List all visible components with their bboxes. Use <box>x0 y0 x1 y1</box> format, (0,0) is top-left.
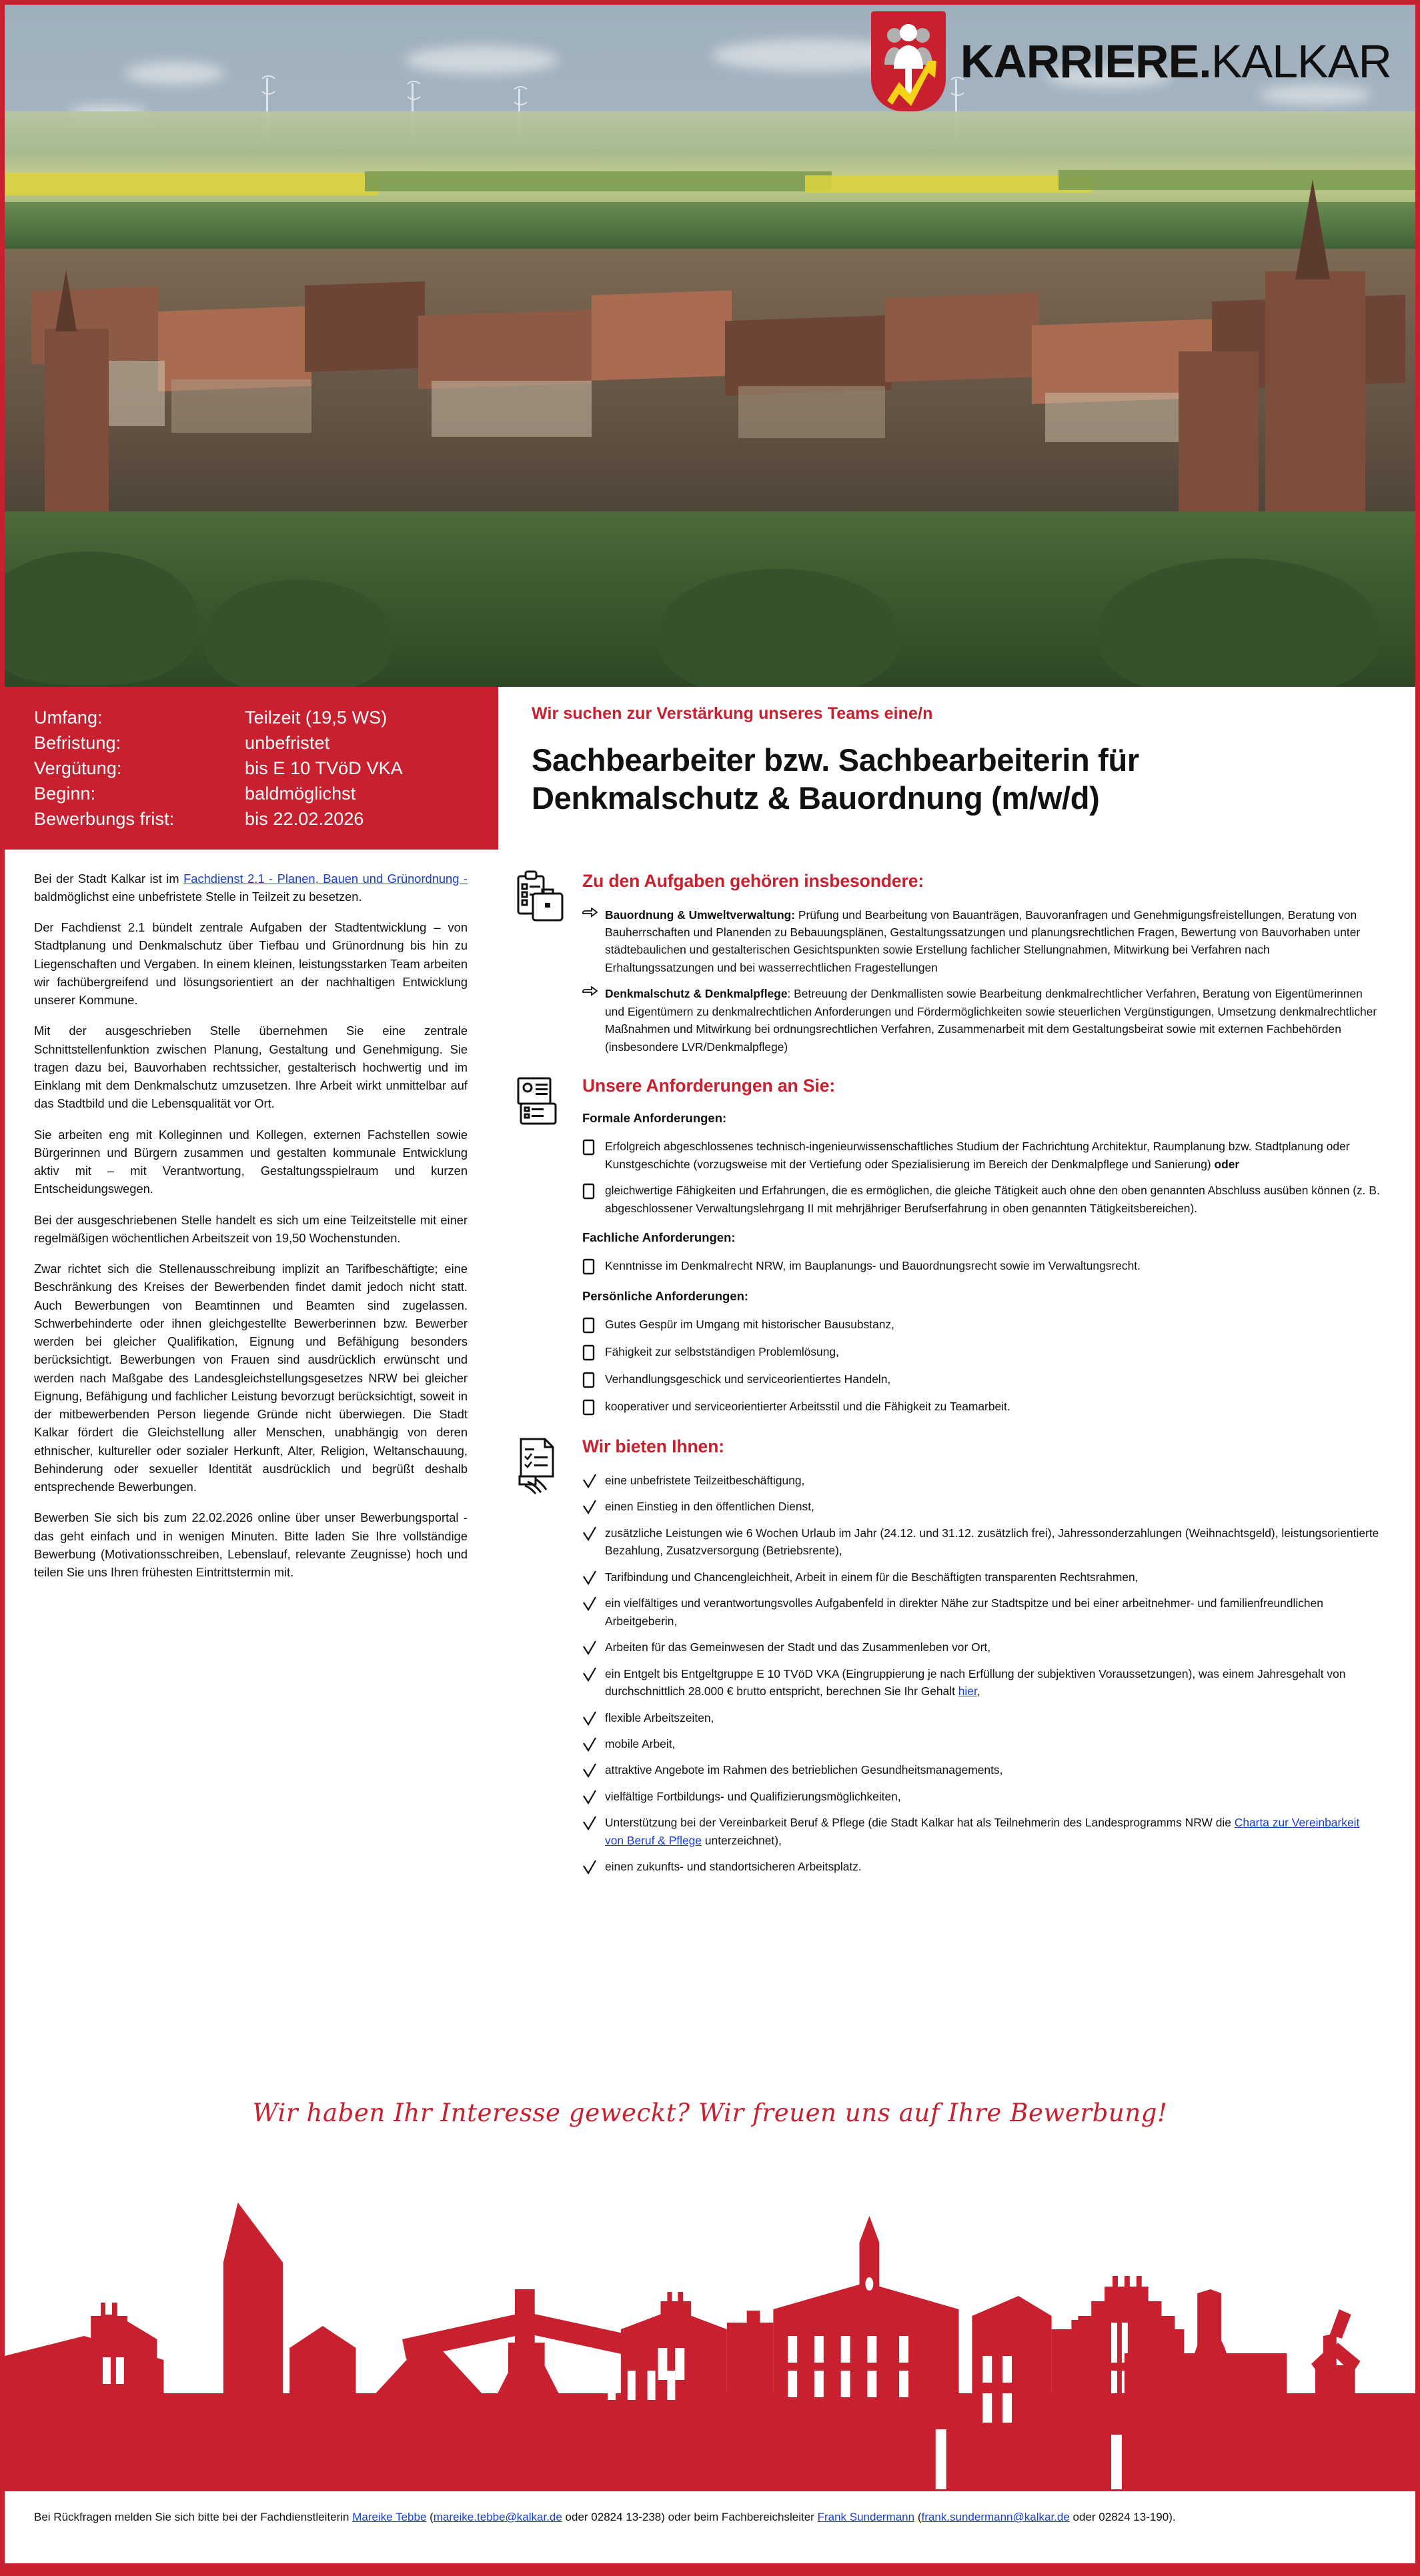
checkbox-icon <box>582 1182 605 1200</box>
offer-item-text: attraktive Angebote im Rahmen des betrieblichen Gesundheitsmanagements, <box>605 1763 1003 1777</box>
key-facts-table <box>34 706 403 832</box>
check-icon <box>582 1472 605 1489</box>
rapeseed-field <box>5 173 378 195</box>
windmill-body <box>45 329 109 529</box>
fact-label-umfang: Umfang: <box>34 708 103 728</box>
gehaltsrechner-link[interactable]: hier <box>958 1684 977 1698</box>
facts-and-title-row <box>5 687 1415 850</box>
footer-accent-bar <box>5 2563 1415 2571</box>
subheading-persoenliche: Persönliche Anforderungen: <box>582 1288 749 1303</box>
formale-list <box>582 1138 1381 1217</box>
left-column <box>5 850 498 1594</box>
footer-mid1: ( <box>426 2511 434 2523</box>
list-item <box>582 1182 1381 1217</box>
fact-value-bewerbungsfrist: bis 22.02.2026 <box>245 808 364 829</box>
fact-value-befristung: unbefristet <box>245 732 330 753</box>
fact-label-verguetung: Vergütung: <box>34 758 122 778</box>
task-item-text <box>605 985 1381 1056</box>
fact-label-befristung: Befristung: <box>34 732 121 753</box>
list-item <box>582 1257 1381 1276</box>
list-item <box>582 1370 1381 1389</box>
tasks-heading: Zu den Aufgaben gehören insbesondere: <box>582 870 924 891</box>
requirement-text: gleichwertige Fähigkeiten und Erfahrungen, die es ermöglichen, die gleiche Tätigkeit auch ohne den oben genannten Abschluss ausüben können (z. B. abgeschlossener Verwaltungslehrgang II mit mehrjähriger Berufserfahrung in oben genannten Tätigkeitsbereichen). <box>605 1184 1380 1215</box>
check-icon <box>582 1524 605 1542</box>
intro-paragraph-2: Der Fachdienst 2.1 bündelt zentrale Aufgaben der Stadtentwicklung – von Stadtplanung und Denkmalschutz über Tiefbau und Grünordnung bis hin zu Liegenschaften und Vergaben. In einem kleinen, leistungsstarken Team arbeiten wir fachübergreifend und lösungsorientiert an der nachhaltigen Entwicklung unserer Kommune. <box>34 920 468 1008</box>
handshake-document-icon <box>516 1432 582 1495</box>
list-item <box>582 1709 1381 1726</box>
offer-item-text: eine unbefristete Teilzeitbeschäftigung, <box>605 1473 805 1487</box>
offer-item-text <box>605 1665 1381 1700</box>
right-column <box>498 850 1415 1892</box>
offer-item-text: einen Einstieg in den öffentlichen Dienst, <box>605 1500 814 1514</box>
karriere-kalkar-logo <box>871 11 1391 111</box>
check-icon <box>582 1594 605 1612</box>
table-row <box>34 782 403 807</box>
rapeseed-field <box>805 175 1092 193</box>
task-lead: Bauordnung & Umweltverwaltung: <box>605 908 796 922</box>
requirement-text: Kenntnisse im Denkmalrecht NRW, im Bauplanungs- und Bauordnungsrecht sowie im Verwaltungsrecht. <box>605 1258 1141 1272</box>
tasks-list <box>582 906 1381 1056</box>
intro-p1-post: baldmöglichst eine unbefristete Stelle in Teilzeit zu besetzen. <box>34 889 362 904</box>
offer-item-body: Unterstützung bei der Vereinbarkeit Beruf & Pflege (die Stadt Kalkar hat als Teilnehmerin des Landesprogramms NRW die <box>605 1816 1235 1830</box>
cloud-shape <box>125 62 225 85</box>
check-icon <box>582 1788 605 1805</box>
footer-contact <box>5 2489 1415 2571</box>
list-item <box>582 1398 1381 1416</box>
list-item <box>582 1138 1381 1173</box>
list-item <box>582 1498 1381 1515</box>
call-to-action-banner: Wir haben Ihr Interesse geweckt? Wir freuen uns auf Ihre Bewerbung! <box>252 2099 1168 2127</box>
offer-section <box>516 1432 1381 1889</box>
fachliche-list <box>582 1257 1381 1276</box>
list-item <box>582 1665 1381 1700</box>
contact-name-link-2[interactable]: Frank Sundermann <box>817 2511 915 2523</box>
requirement-bold-tail: oder <box>1214 1157 1240 1171</box>
content-body <box>5 850 1415 1892</box>
checkbox-icon <box>582 1316 605 1334</box>
fact-value-umfang: Teilzeit (19,5 WS) <box>245 708 388 728</box>
task-lead: Denkmalschutz & Denkmalpflege <box>605 987 788 1001</box>
requirements-section <box>516 1072 1381 1430</box>
list-item <box>582 1524 1381 1560</box>
page-title-line2: Denkmalschutz & Bauordnung (m/w/d) <box>532 780 1100 816</box>
footer-mid3: ( <box>914 2511 922 2523</box>
fachdienst-link[interactable]: Fachdienst 2.1 - Planen, Bauen und Grünordnung - <box>183 871 468 886</box>
requirement-text: Gutes Gespür im Umgang mit historischer Bausubstanz, <box>605 1317 894 1331</box>
wordmark-bold: KARRIERE. <box>960 35 1211 87</box>
intro-paragraph-4: Sie arbeiten eng mit Kolleginnen und Kollegen, externen Fachstellen sowie Bürgerinnen und Bürgern zusammen und gestalten kommunale Entwicklung aktiv mit – mit Verantwortung, Gestaltungsspielraum und kurzen Entscheidungswegen. <box>34 1127 468 1196</box>
church-nave <box>1179 351 1259 530</box>
task-item-text <box>605 906 1381 977</box>
check-icon <box>582 1814 605 1831</box>
footer-text <box>34 2509 1381 2526</box>
offer-item-text: zusätzliche Leistungen wie 6 Wochen Urlaub im Jahr (24.12. und 31.12. zusätzlich frei), Jahressonderzahlungen (Weihnachtsgeld), leistungsorientierte Bezahlung, Zusatzversorgung (Betriebsrente), <box>605 1526 1379 1558</box>
table-row <box>34 706 403 731</box>
list-item <box>582 1735 1381 1752</box>
list-item <box>582 1858 1381 1875</box>
check-icon <box>582 1761 605 1778</box>
cloud-shape <box>405 46 558 74</box>
offer-content <box>582 1432 1381 1889</box>
tasks-section <box>516 867 1381 1070</box>
kalkar-skyline-silhouette <box>5 2203 1415 2489</box>
intro-paragraph-1 <box>34 870 468 906</box>
checkbox-icon <box>582 1257 605 1276</box>
check-icon <box>582 1638 605 1656</box>
checkbox-icon <box>582 1343 605 1362</box>
footer-pre: Bei Rückfragen melden Sie sich bitte bei der Fachdienstleiterin <box>34 2511 353 2523</box>
offer-item-text: einen zukunfts- und standortsicheren Arbeitsplatz. <box>605 1860 862 1874</box>
wordmark-light: KALKAR <box>1211 35 1391 87</box>
check-icon <box>582 1858 605 1875</box>
footer-mid2: oder 02824 13-238) oder beim Fachbereichsleiter <box>562 2511 818 2523</box>
checkbox-icon <box>582 1370 605 1389</box>
eyebrow-text: Wir suchen zur Verstärkung unseres Teams eine/n <box>532 704 933 723</box>
list-item <box>582 1594 1381 1630</box>
arrow-bullet-icon <box>582 906 605 919</box>
task-body: Prüfung und Bearbeitung von Bauanträgen, Bauvoranfragen und Genehmigungsfreistellungen, Beratung von Bauherrschaften und Planenden zu Bebauungsplänen, Gestaltungssatzungen und planungsrechtlichen Fragen, Bewertung von Bauvorhaben unter städtebaulichen und gestalterischen Gesichtspunkten sowie Erstellung fachlicher Stellungnahmen, Mitwirkung bei Verfahren nach Erhaltungssatzungen und bei wasserrechtlichen Fragestellungen <box>605 908 1361 974</box>
check-icon <box>582 1709 605 1726</box>
page-title <box>532 741 1375 818</box>
title-block <box>498 687 1415 850</box>
church-tower <box>1265 271 1365 531</box>
clipboard-briefcase-icon <box>516 867 582 923</box>
list-item <box>582 1343 1381 1362</box>
check-icon <box>582 1498 605 1515</box>
list-item <box>582 1568 1381 1586</box>
hero-panorama <box>5 5 1415 687</box>
wordmark <box>960 35 1391 87</box>
charta-link[interactable]: Charta zur Vereinbarkeit von Beruf & Pflege <box>605 1816 1360 1847</box>
contact-email-link-2[interactable]: frank.sundermann@kalkar.de <box>921 2511 1070 2523</box>
bush-shape <box>205 579 392 687</box>
offer-item-text: vielfältige Fortbildungs- und Qualifizierungsmöglichkeiten, <box>605 1789 901 1803</box>
contact-email-link-1[interactable]: mareike.tebbe@kalkar.de <box>433 2511 562 2523</box>
green-field <box>365 171 832 191</box>
contact-name-link-1[interactable]: Mareike Tebbe <box>352 2511 427 2523</box>
table-row <box>34 731 403 756</box>
table-row <box>34 807 403 832</box>
arrow-bullet-icon <box>582 985 605 998</box>
intro-paragraph-5: Bei der ausgeschriebenen Stelle handelt es sich um eine Teilzeitstelle mit einer regelmäßigen wöchentlichen Arbeitszeit von 19,50 Wochenstunden. <box>34 1212 468 1245</box>
fact-label-beginn: Beginn: <box>34 783 96 804</box>
far-fields <box>5 111 1415 211</box>
list-item <box>582 906 1381 977</box>
id-card-icon <box>516 1072 582 1128</box>
fact-value-beginn: baldmöglichst <box>245 783 356 804</box>
checkbox-icon <box>582 1138 605 1156</box>
list-item <box>582 985 1381 1056</box>
key-facts-panel <box>5 687 498 850</box>
offer-heading: Wir bieten Ihnen: <box>582 1436 725 1456</box>
list-item <box>582 1761 1381 1778</box>
list-item <box>582 1472 1381 1489</box>
green-field <box>1058 170 1415 190</box>
list-item <box>582 1814 1381 1849</box>
bush-shape <box>658 569 898 687</box>
windmill-cap <box>55 270 77 331</box>
table-row <box>34 756 403 782</box>
checkbox-icon <box>582 1398 605 1416</box>
requirement-text: Verhandlungsgeschick und serviceorientiertes Handeln, <box>605 1372 891 1386</box>
fact-value-verguetung: bis E 10 TVöD VKA <box>245 758 403 778</box>
offer-item-text <box>605 1814 1381 1849</box>
offer-item-text: flexible Arbeitszeiten, <box>605 1710 714 1724</box>
kalkar-coat-of-arms-icon <box>871 11 946 111</box>
offer-list <box>582 1472 1381 1876</box>
tree-line <box>5 202 1415 251</box>
footer-mid4: oder 02824 13-190). <box>1069 2511 1176 2523</box>
list-item <box>582 1638 1381 1656</box>
offer-item-text: mobile Arbeit, <box>605 1736 676 1750</box>
check-icon <box>582 1735 605 1752</box>
offer-item-text: Arbeiten für das Gemeinwesen der Stadt und das Zusammenleben vor Ort, <box>605 1640 991 1654</box>
offer-item-text: ein vielfältiges und verantwortungsvolles Aufgabenfeld in direkter Nähe zur Stadtspitze und bei einer arbeitnehmer- und familienfreundlichen Arbeitgeberin, <box>605 1596 1323 1628</box>
check-icon <box>582 1568 605 1586</box>
persoenliche-list <box>582 1316 1381 1416</box>
list-item <box>582 1788 1381 1805</box>
church-spire <box>1295 179 1330 279</box>
offer-item-text: Tarifbindung und Chancengleichheit, Arbeit in einem für die Beschäftigten transparenten Rechtsrahmen, <box>605 1570 1139 1584</box>
subheading-formale: Formale Anforderungen: <box>582 1111 727 1126</box>
offer-item-body: ein Entgelt bis Entgeltgruppe E 10 TVöD VKA (Eingruppierung je nach Erfüllung der subjektiven Voraussetzungen), was einem Jahresgehalt von durchschnittlich 28.000 € brutto entspricht, berechnen Sie Ihr Gehalt <box>605 1666 1346 1698</box>
page-title-line1: Sachbearbeiter bzw. Sachbearbeiterin für <box>532 742 1139 778</box>
intro-p1-pre: Bei der Stadt Kalkar ist im <box>34 871 184 886</box>
intro-paragraph-7: Bewerben Sie sich bis zum 22.02.2026 online über unser Bewerbungsportal - das geht einfach und in wenigen Minuten. Bitte laden Sie Ihre vollständige Bewerbung (Motivationsschreiben, Lebenslauf, relevante Zeugnisse) hoch und teilen Sie uns Ihren frühesten Eintrittstermin mit. <box>34 1510 468 1580</box>
requirement-text <box>605 1138 1381 1173</box>
intro-paragraph-6: Zwar richtet sich die Stellenausschreibung implizit an Tarifbeschäftigte; eine Beschränkung des Kreises der Bewerbenden findet damit jedoch nicht statt. Auch Bewerbungen von Beamtinnen und Beamten sind zugelassen. Schwerbehinderte oder ihnen gleichgestellte Bewerberinnen bzw. Bewerber werden bei gleicher Qualifikation, Eignung und Befähigung besonders berücksichtigt. Bewerbungen von Frauen sind ausdrücklich erwünscht und werden nach Maßgabe des Landesgleichstellungsgesetzes NRW bei gleicher Eignung, Befähigung und fachlicher Leistung bevorzugt berücksichtigt, soweit in der mitbewerbenden Person liegende Gründe nicht überwiegen. Die Stadt Kalkar fördert die Gleichstellung aller Menschen, unabhängig von deren ethnischer, kultureller oder sozialer Herkunft, Alter, Religion, Weltanschauung, Behinderung oder sexueller Identität ausdrücklich und begrüßt deshalb entsprechende Bewerbungen. <box>34 1262 468 1494</box>
offer-item-tail: unterzeichnet), <box>702 1833 782 1847</box>
tasks-content <box>582 867 1381 1070</box>
requirement-text: Fähigkeit zur selbstständigen Problemlösung, <box>605 1344 839 1358</box>
requirements-content <box>582 1072 1381 1430</box>
offer-item-tail: , <box>976 1684 980 1698</box>
fact-label-bewerbungsfrist: Bewerbungs frist: <box>34 808 175 829</box>
requirement-text: kooperativer und serviceorientierter Arbeitsstil und die Fähigkeit zu Teamarbeit. <box>605 1399 1010 1413</box>
list-item <box>582 1316 1381 1334</box>
check-icon <box>582 1665 605 1682</box>
requirement-body: Erfolgreich abgeschlossenes technisch-ingenieurwissenschaftliches Studium der Fachrichtung Architektur, Raumplanung bzw. Stadtplanung oder Kunstgeschichte (vorzugsweise mit der Vertiefung oder Spezialisierung im Bereich der Denkmalpflege und Sanierung) <box>605 1140 1350 1171</box>
requirements-heading: Unsere Anforderungen an Sie: <box>582 1076 836 1096</box>
intro-paragraph-3: Mit der ausgeschrieben Stelle übernehmen Sie eine zentrale Schnittstellenfunktion zwischen Planung, Gestaltung und Genehmigung. Sie tragen dazu bei, Bauvorhaben rechtssicher, gestalterisch hochwertig und im Einklang mit dem Denkmalschutz umzusetzen. Ihre Arbeit wirkt unmittelbar auf das Stadtbild und die Lebensqualität vor Ort. <box>34 1024 468 1111</box>
task-body: : Betreuung der Denkmallisten sowie Bearbeitung denkmalrechtlicher Verfahren, Beratung von Eigentümerinnen und Eigentümern zu denkmalrechtlichen Anforderungen und Fördermöglichkeiten sowie steuerlichen Vergünstigungen, Umsetzung denkmalrechtlicher Maßnahmen und Mitwirkung bei ordnungsrechtlichen Verfahren, Zusammenarbeit mit dem Gestaltungsbeirat sowie mit externen Fachbehörden (insbesondere LVR/Denkmalpflege) <box>605 987 1377 1054</box>
subheading-fachliche: Fachliche Anforderungen: <box>582 1230 736 1244</box>
